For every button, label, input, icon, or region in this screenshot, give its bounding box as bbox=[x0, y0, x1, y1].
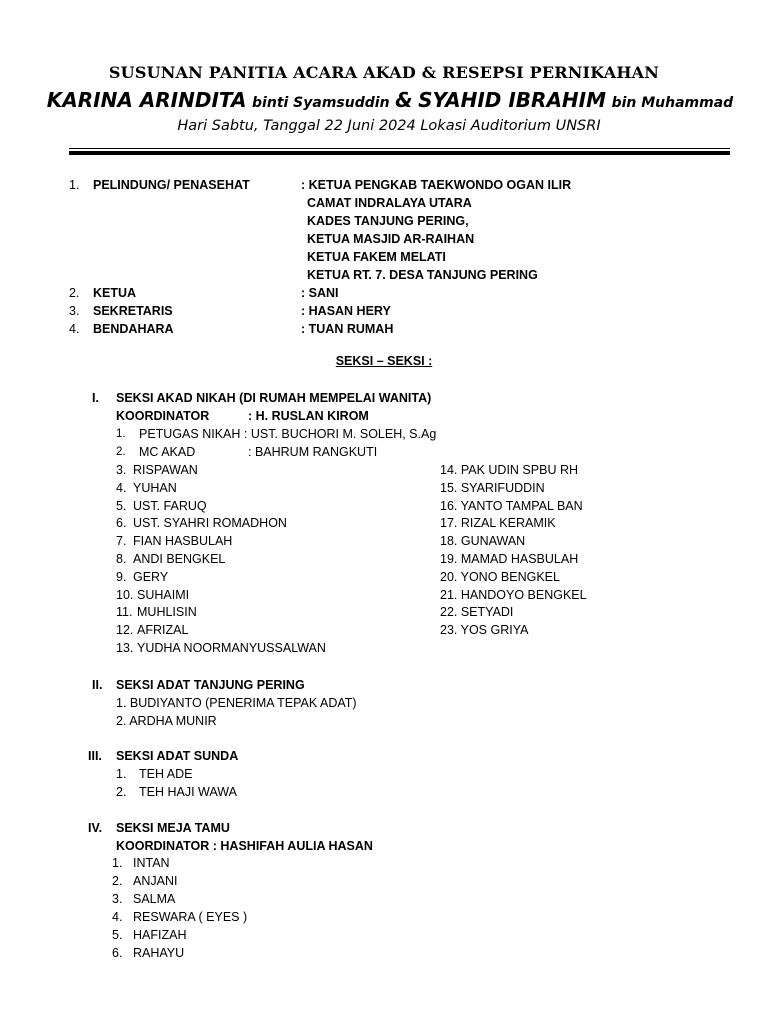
member-number: 5. bbox=[116, 498, 127, 513]
member-name: UST. SYAHRI ROMADHON bbox=[133, 516, 287, 531]
member-name: SUHAIMI bbox=[137, 587, 190, 602]
guest-desk-name: RAHAYU bbox=[133, 946, 185, 960]
member-entry: 23. YOS GRIYA bbox=[440, 623, 529, 638]
section-4-coordinator: KOORDINATOR : HASHIFAH AULIA HASAN bbox=[116, 839, 373, 853]
section-1-item-num-2: 2. bbox=[116, 446, 126, 458]
guest-desk-name: SALMA bbox=[133, 892, 176, 906]
guest-desk-number: 2. bbox=[112, 874, 123, 888]
ampersand: & bbox=[395, 88, 413, 112]
guest-desk-number: 4. bbox=[112, 910, 123, 924]
member-entry: 20. YONO BENGKEL bbox=[440, 569, 560, 584]
member-entry: 14. PAK UDIN SPBU RH bbox=[440, 463, 579, 477]
section-4-roman: IV. bbox=[88, 821, 103, 835]
section-1-coordinator-value: : H. RUSLAN KIROM bbox=[248, 409, 369, 423]
guest-desk-name: RESWARA ( EYES ) bbox=[133, 910, 248, 924]
section-3-item-name: TEH HAJI WAWA bbox=[139, 785, 237, 799]
member-name: ANDI BENGKEL bbox=[133, 552, 226, 566]
section-1-coordinator-label: KOORDINATOR bbox=[116, 409, 210, 423]
section-4-title: SEKSI MEJA TAMU bbox=[116, 821, 230, 835]
role-assignee: KETUA MASJID AR-RAIHAN bbox=[307, 232, 475, 246]
bride-name: KARINA ARINDITA bbox=[46, 88, 247, 112]
groom-parent: bin Muhammad bbox=[611, 95, 734, 111]
guest-desk-name: ANJANI bbox=[133, 874, 178, 888]
role-assignee: CAMAT INDRALAYA UTARA bbox=[307, 196, 472, 210]
section-2-title: SEKSI ADAT TANJUNG PERING bbox=[116, 678, 305, 692]
sections-heading: SEKSI – SEKSI : bbox=[335, 354, 433, 368]
member-entry: 18. GUNAWAN bbox=[440, 534, 526, 549]
member-name: FIAN HASBULAH bbox=[133, 534, 233, 549]
member-name: MUHLISIN bbox=[137, 605, 197, 620]
member-number: 3. bbox=[116, 463, 127, 477]
member-number: 8. bbox=[116, 552, 127, 566]
member-number: 7. bbox=[116, 534, 127, 549]
role-title: SEKRETARIS bbox=[93, 304, 173, 318]
role-title: KETUA bbox=[93, 286, 137, 300]
role-assignee: KETUA FAKEM MELATI bbox=[307, 250, 446, 264]
member-number: 10. bbox=[116, 587, 134, 602]
member-number: 4. bbox=[116, 480, 127, 495]
section-2-item: 2. ARDHA MUNIR bbox=[116, 714, 217, 728]
role-assignee: : TUAN RUMAH bbox=[301, 322, 394, 336]
guest-desk-number: 1. bbox=[112, 856, 123, 870]
role-title: BENDAHARA bbox=[93, 322, 174, 336]
section-3-title: SEKSI ADAT SUNDA bbox=[116, 749, 239, 763]
guest-desk-name: HAFIZAH bbox=[133, 928, 187, 942]
member-name: UST. FARUQ bbox=[133, 498, 207, 513]
guest-desk-number: 5. bbox=[112, 928, 123, 942]
section-2-item: 1. BUDIYANTO (PENERIMA TEPAK ADAT) bbox=[116, 696, 357, 710]
member-number: 13. bbox=[116, 641, 134, 655]
section-1-item-num-1: 1. bbox=[116, 428, 126, 440]
guest-desk-number: 6. bbox=[112, 946, 123, 960]
section-1-mc-value: : BAHRUM RANGKUTI bbox=[248, 445, 378, 459]
member-entry: 16. YANTO TAMPAL BAN bbox=[440, 498, 583, 513]
section-3-item-num: 2. bbox=[116, 785, 127, 799]
event-date-location: Hari Sabtu, Tanggal 22 Juni 2024 Lokasi Auditorium UNSRI bbox=[177, 118, 601, 134]
couple-names bbox=[0, 88, 768, 112]
guest-desk-number: 3. bbox=[112, 892, 123, 906]
role-assignee: : KETUA PENGKAB TAEKWONDO OGAN ILIR bbox=[301, 178, 572, 192]
member-name: YUHAN bbox=[133, 480, 177, 495]
member-name: GERY bbox=[133, 569, 169, 584]
section-1-title: SEKSI AKAD NIKAH (DI RUMAH MEMPELAI WANITA) bbox=[116, 391, 432, 405]
bride-parent: binti Syamsuddin bbox=[252, 95, 390, 111]
header-divider-thin bbox=[69, 148, 730, 149]
role-assignee: : HASAN HERY bbox=[301, 304, 391, 318]
role-number: 4. bbox=[69, 322, 80, 336]
section-3-roman: III. bbox=[88, 749, 102, 763]
member-number: 9. bbox=[116, 569, 127, 584]
role-number: 3. bbox=[69, 304, 80, 318]
section-3-item-num: 1. bbox=[116, 767, 127, 781]
role-title: PELINDUNG/ PENASEHAT bbox=[93, 178, 250, 192]
role-assignee: KETUA RT. 7. DESA TANJUNG PERING bbox=[307, 268, 538, 282]
role-assignee: : SANI bbox=[301, 286, 339, 300]
member-number: 6. bbox=[116, 516, 127, 531]
member-name: YUDHA NOORMANYUSSALWAN bbox=[137, 641, 326, 655]
document-title: SUSUNAN PANITIA ACARA AKAD & RESEPSI PERNIKAHAN bbox=[108, 63, 660, 82]
role-number: 1. bbox=[69, 178, 80, 192]
guest-desk-name: INTAN bbox=[133, 856, 170, 870]
member-entry: 22. SETYADI bbox=[440, 605, 514, 620]
header-divider-thick bbox=[69, 151, 730, 155]
section-1-roman: I. bbox=[92, 391, 99, 405]
member-name: AFRIZAL bbox=[137, 623, 189, 638]
section-3-item-name: TEH ADE bbox=[139, 767, 193, 781]
section-1-petugas: PETUGAS NIKAH : UST. BUCHORI M. SOLEH, S.Ag bbox=[139, 427, 437, 441]
section-1-mc-label: MC AKAD bbox=[139, 445, 196, 459]
groom-name: SYAHID IBRAHIM bbox=[418, 88, 606, 112]
role-number: 2. bbox=[69, 286, 80, 300]
member-entry: 19. MAMAD HASBULAH bbox=[440, 552, 579, 566]
member-number: 11. bbox=[116, 605, 133, 620]
member-entry: 17. RIZAL KERAMIK bbox=[440, 516, 556, 531]
member-number: 12. bbox=[116, 623, 134, 638]
section-2-roman: II. bbox=[92, 678, 103, 692]
member-entry: 21. HANDOYO BENGKEL bbox=[440, 587, 587, 602]
member-entry: 15. SYARIFUDDIN bbox=[440, 480, 545, 495]
member-name: RISPAWAN bbox=[133, 463, 198, 477]
role-assignee: KADES TANJUNG PERING, bbox=[307, 214, 469, 228]
